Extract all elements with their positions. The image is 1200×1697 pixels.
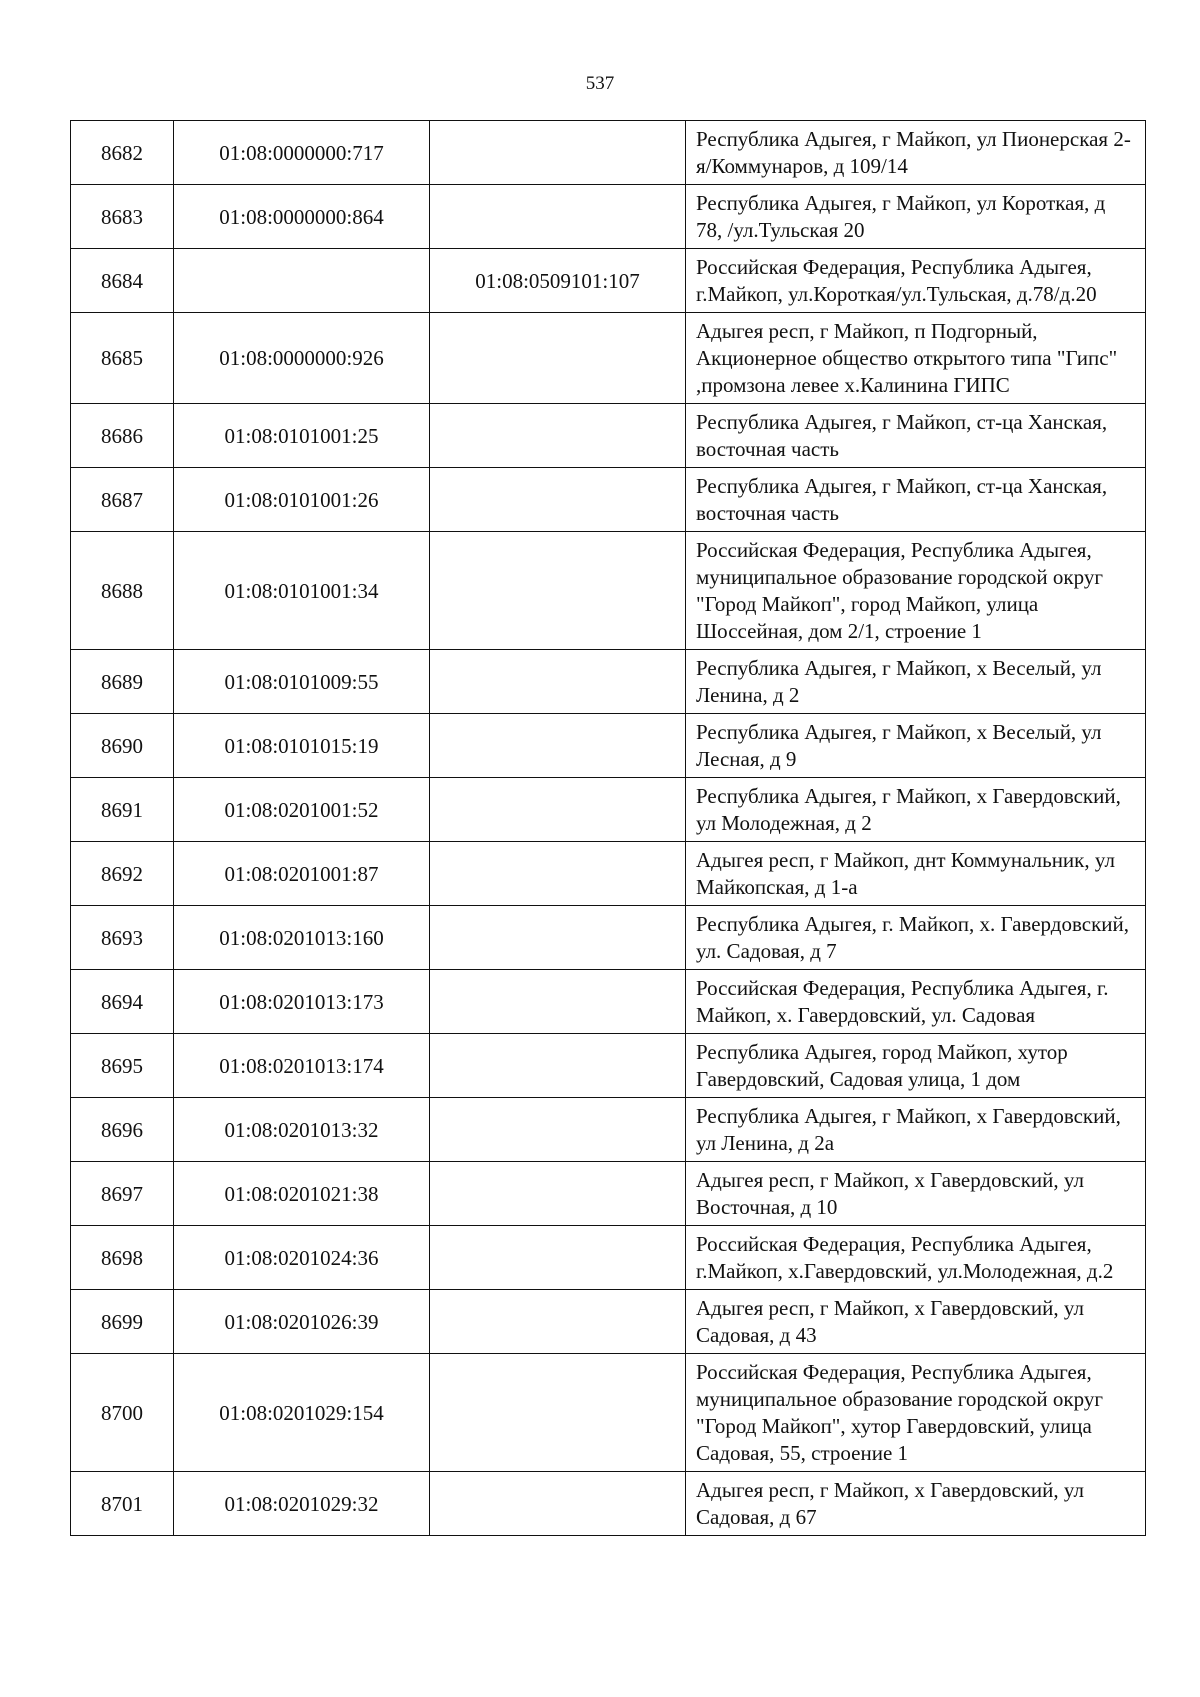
cadastral-number-cell: 01:08:0201001:87 (174, 842, 430, 906)
address-cell: Российская Федерация, Республика Адыгея, г.Майкоп, ул.Короткая/ул.Тульская, д.78/д.20 (686, 249, 1146, 313)
linked-cadastral-number-cell (430, 1472, 686, 1536)
linked-cadastral-number-cell (430, 185, 686, 249)
row-number-cell: 8694 (71, 970, 174, 1034)
row-number-cell: 8689 (71, 650, 174, 714)
table-row (71, 249, 1146, 313)
linked-cadastral-number-cell (430, 778, 686, 842)
address-cell: Республика Адыгея, г Майкоп, х Гавердовский, ул Ленина, д 2а (686, 1098, 1146, 1162)
table-row (71, 185, 1146, 249)
address-cell: Республика Адыгея, г Майкоп, ст-ца Ханская, восточная часть (686, 468, 1146, 532)
table-row (71, 842, 1146, 906)
row-number-cell: 8701 (71, 1472, 174, 1536)
table-row (71, 650, 1146, 714)
row-number-cell: 8698 (71, 1226, 174, 1290)
cadastral-number-cell: 01:08:0101009:55 (174, 650, 430, 714)
cadastral-number-cell: 01:08:0101015:19 (174, 714, 430, 778)
row-number-cell: 8697 (71, 1162, 174, 1226)
cadastral-number-cell: 01:08:0201026:39 (174, 1290, 430, 1354)
address-cell: Республика Адыгея, г Майкоп, х Веселый, ул Лесная, д 9 (686, 714, 1146, 778)
linked-cadastral-number-cell (430, 842, 686, 906)
cadastral-number-cell: 01:08:0201001:52 (174, 778, 430, 842)
table-row (71, 404, 1146, 468)
address-cell: Республика Адыгея, г Майкоп, ст-ца Ханская, восточная часть (686, 404, 1146, 468)
cadastral-number-cell: 01:08:0101001:25 (174, 404, 430, 468)
linked-cadastral-number-cell (430, 121, 686, 185)
row-number-cell: 8685 (71, 313, 174, 404)
cadastral-number-cell: 01:08:0201029:32 (174, 1472, 430, 1536)
address-cell: Российская Федерация, Республика Адыгея, муниципальное образование городской округ "Город Майкоп", город Майкоп, улица Шоссейная, дом 2/1, строение 1 (686, 532, 1146, 650)
linked-cadastral-number-cell (430, 468, 686, 532)
linked-cadastral-number-cell (430, 1354, 686, 1472)
row-number-cell: 8691 (71, 778, 174, 842)
registry-table-body (71, 121, 1146, 1536)
cadastral-number-cell (174, 249, 430, 313)
address-cell: Адыгея респ, г Майкоп, х Гавердовский, ул Садовая, д 43 (686, 1290, 1146, 1354)
row-number-cell: 8696 (71, 1098, 174, 1162)
linked-cadastral-number-cell (430, 906, 686, 970)
address-cell: Республика Адыгея, г Майкоп, х Веселый, ул Ленина, д 2 (686, 650, 1146, 714)
address-cell: Республика Адыгея, город Майкоп, хутор Гавердовский, Садовая улица, 1 дом (686, 1034, 1146, 1098)
row-number-cell: 8699 (71, 1290, 174, 1354)
cadastral-number-cell: 01:08:0201029:154 (174, 1354, 430, 1472)
cadastral-number-cell: 01:08:0000000:864 (174, 185, 430, 249)
table-row (71, 532, 1146, 650)
table-row (71, 714, 1146, 778)
table-row (71, 121, 1146, 185)
linked-cadastral-number-cell (430, 714, 686, 778)
table-row (71, 1034, 1146, 1098)
cadastral-number-cell: 01:08:0201013:173 (174, 970, 430, 1034)
linked-cadastral-number-cell (430, 1162, 686, 1226)
row-number-cell: 8693 (71, 906, 174, 970)
address-cell: Российская Федерация, Республика Адыгея, г. Майкоп, х. Гавердовский, ул. Садовая (686, 970, 1146, 1034)
linked-cadastral-number-cell (430, 404, 686, 468)
address-cell: Адыгея респ, г Майкоп, п Подгорный, Акционерное общество открытого типа "Гипс" ,промзона левее х.Калинина ГИПС (686, 313, 1146, 404)
address-cell: Адыгея респ, г Майкоп, х Гавердовский, ул Восточная, д 10 (686, 1162, 1146, 1226)
cadastral-number-cell: 01:08:0101001:34 (174, 532, 430, 650)
cadastral-number-cell: 01:08:0201013:32 (174, 1098, 430, 1162)
table-row (71, 313, 1146, 404)
page-number: 537 (585, 73, 615, 94)
row-number-cell: 8687 (71, 468, 174, 532)
address-cell: Адыгея респ, г Майкоп, х Гавердовский, ул Садовая, д 67 (686, 1472, 1146, 1536)
row-number-cell: 8692 (71, 842, 174, 906)
address-cell: Российская Федерация, Республика Адыгея, г.Майкоп, х.Гавердовский, ул.Молодежная, д.2 (686, 1226, 1146, 1290)
linked-cadastral-number-cell (430, 1098, 686, 1162)
cadastral-number-cell: 01:08:0101001:26 (174, 468, 430, 532)
row-number-cell: 8700 (71, 1354, 174, 1472)
table-row (71, 1162, 1146, 1226)
linked-cadastral-number-cell (430, 1226, 686, 1290)
row-number-cell: 8690 (71, 714, 174, 778)
table-row (71, 906, 1146, 970)
row-number-cell: 8686 (71, 404, 174, 468)
address-cell: Российская Федерация, Республика Адыгея, муниципальное образование городской округ "Город Майкоп", хутор Гавердовский, улица Садовая, 55, строение 1 (686, 1354, 1146, 1472)
table-row (71, 1226, 1146, 1290)
table-row (71, 1098, 1146, 1162)
row-number-cell: 8682 (71, 121, 174, 185)
table-row (71, 778, 1146, 842)
cadastral-number-cell: 01:08:0201021:38 (174, 1162, 430, 1226)
table-row (71, 1354, 1146, 1472)
cadastral-number-cell: 01:08:0000000:926 (174, 313, 430, 404)
address-cell: Республика Адыгея, г Майкоп, х Гавердовский, ул Молодежная, д 2 (686, 778, 1146, 842)
table-row (71, 970, 1146, 1034)
row-number-cell: 8683 (71, 185, 174, 249)
linked-cadastral-number-cell (430, 970, 686, 1034)
cadastral-number-cell: 01:08:0201013:174 (174, 1034, 430, 1098)
address-cell: Адыгея респ, г Майкоп, днт Коммунальник, ул Майкопская, д 1-а (686, 842, 1146, 906)
address-cell: Республика Адыгея, г Майкоп, ул Пионерская 2-я/Коммунаров, д 109/14 (686, 121, 1146, 185)
cadastral-number-cell: 01:08:0201013:160 (174, 906, 430, 970)
linked-cadastral-number-cell (430, 1034, 686, 1098)
linked-cadastral-number-cell: 01:08:0509101:107 (430, 249, 686, 313)
row-number-cell: 8688 (71, 532, 174, 650)
linked-cadastral-number-cell (430, 313, 686, 404)
cadastral-number-cell: 01:08:0000000:717 (174, 121, 430, 185)
cadastral-number-cell: 01:08:0201024:36 (174, 1226, 430, 1290)
table-row (71, 468, 1146, 532)
address-cell: Республика Адыгея, г Майкоп, ул Короткая, д 78, /ул.Тульская 20 (686, 185, 1146, 249)
row-number-cell: 8695 (71, 1034, 174, 1098)
linked-cadastral-number-cell (430, 650, 686, 714)
registry-table (70, 120, 1146, 1536)
linked-cadastral-number-cell (430, 532, 686, 650)
linked-cadastral-number-cell (430, 1290, 686, 1354)
table-row (71, 1290, 1146, 1354)
table-row (71, 1472, 1146, 1536)
row-number-cell: 8684 (71, 249, 174, 313)
address-cell: Республика Адыгея, г. Майкоп, х. Гавердовский, ул. Садовая, д 7 (686, 906, 1146, 970)
